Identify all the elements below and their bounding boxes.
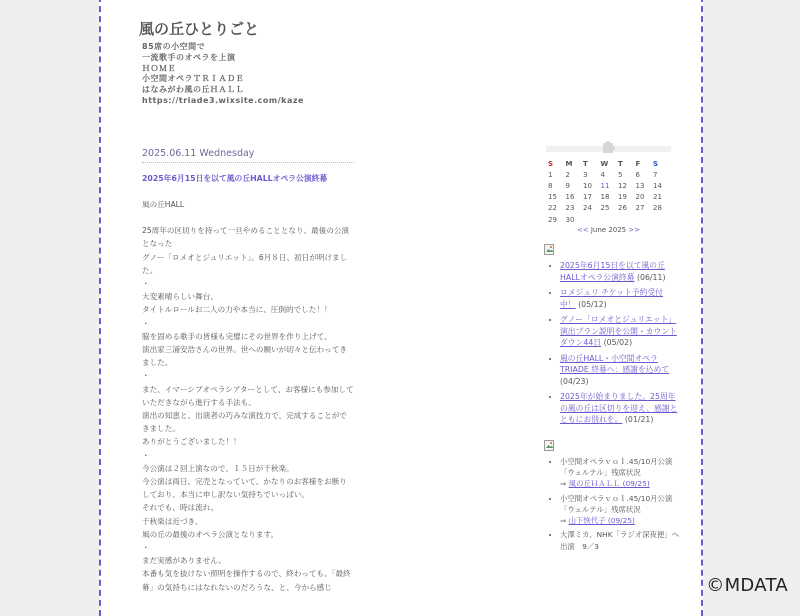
calendar-day: 15 [548,193,557,202]
recent-comment-author-link[interactable]: 風の丘ＨＡＬＬ (09/25) [568,479,650,489]
post-paragraph: 脇を固める歌手の皆様も完璧にその世界を作り上げて、 演出家三浦安浩さんの世界。世への願いが切々と伝わってきました。 ・ [142,331,347,381]
blog-page [99,0,703,616]
recent-entry-date: (06/11) [636,272,666,282]
arrow-icon: ⇒ [560,479,567,489]
calendar-table [548,158,671,225]
recent-entry-date: (01/21) [624,415,654,425]
calendar-day: 14 [653,181,662,190]
calendar-day [618,214,636,225]
arrow-icon: ⇒ [560,516,567,526]
calendar-day: 9 [565,181,570,190]
weekday-header: M [565,159,573,168]
calendar-week [548,214,671,225]
calendar-day: 17 [583,193,592,202]
blog-description [142,42,304,107]
weekday-header: T [618,159,623,168]
recent-entry-item [560,314,678,349]
weekday-header: F [635,159,641,168]
description-line: 85席の小空間で [142,42,206,51]
calendar-day: 6 [635,170,640,179]
post-paragraph: まだ実感がありません。 本番も気を抜けない照明を操作するので、終わっても、「最終幕」の気持ちにはなれないのだろうな、と、今から感じ [142,556,351,592]
recent-entry-item [560,353,678,388]
calendar-day [583,214,601,225]
calendar-day: 25 [600,204,610,213]
calendar-day: 19 [618,193,627,202]
post-date: 2025.06.11 Wednesday [142,148,354,163]
calendar-day: 10 [583,181,592,190]
recent-comment-item [560,529,680,552]
description-line: 小空間オペラＴＲＩＡＤＥ [142,74,244,84]
post-body [142,198,354,594]
sidebar [546,136,680,555]
calendar [546,138,671,234]
calendar-day: 5 [618,170,623,179]
calendar-days [548,169,671,225]
post-paragraph: 25周年の区切りを持って一旦やめることとなり、最後の公演となった グノー「ロメオとジュリエット」。6月８日、初日が明けました。 ・ [142,226,350,289]
calendar-day: 4 [600,170,605,179]
weekday-header: S [548,159,554,168]
calendar-day [636,214,654,225]
recent-entry-item [560,391,678,426]
watermark: ©MDATA [706,575,788,596]
calendar-week [548,180,671,191]
recent-entry-item [560,260,678,283]
calendar-nav [546,226,671,234]
weekday-header: W [600,159,609,168]
recent-entry-link[interactable]: 2025年が始まりました。25周年の風の丘は区切りを迎え、感謝とともにお別れを。 [560,392,678,425]
recent-comment-item [560,493,680,527]
recent-entries-list [546,260,676,426]
calendar-week [548,192,671,203]
calendar-day: 18 [600,193,610,202]
recent-entry-link[interactable]: 風の丘HALL・小空間オペラTRIADE 終幕へ：感謝を込めて [560,353,670,375]
description-line: 一流歌手のオペラを上演 [142,52,236,62]
weekday-header: S [653,159,659,168]
recent-comment-author-link[interactable]: 山下恢代子 (09/25) [568,516,635,526]
calendar-day: 1 [548,170,553,179]
description-line: はなみがわ風の丘ＨＡＬＬ [142,85,244,95]
calendar-day: 24 [583,204,592,213]
main-column [142,148,354,594]
calendar-day[interactable]: 11 [600,181,610,190]
calendar-day: 13 [635,181,645,190]
blog-title[interactable]: 風の丘ひとりごと [139,20,260,38]
prev-month-link[interactable]: << [576,226,589,235]
calendar-day: 21 [653,193,662,202]
calendar-day: 22 [548,204,557,213]
next-month-link[interactable]: >> [628,226,641,235]
post-paragraph: 今公演は２回上演なので、１５日が千秋楽。 今公演は両日、完売となっていて、かなりのお客様をお断りしており、本当に申し訳ない気持ちでいっぱい。 それでも、時は流れ、 千秋楽は近づき、 風の丘の最後のオペラ公演となります。 ・ [142,463,347,553]
calendar-day: 16 [565,193,575,202]
recent-entry-link[interactable]: 2025年6月15日を以て風の丘HALLオペラ公演終幕 [560,261,665,282]
description-url: https://triade3.wixsite.com/kaze [142,95,304,105]
recent-comment-text: 小空間オペラｖｏｌ.45/10月公演「ウェルテル」残席状況 [560,456,673,477]
recent-entry-date: (04/23) [560,376,589,386]
calendar-week [548,203,671,214]
calendar-day: 2 [565,170,570,179]
calendar-day: 7 [653,170,658,179]
calendar-day: 12 [618,181,627,190]
post-paragraph: 大変素晴らしい舞台、 タイトルロールお二人の力や本当に、圧倒的でした！！ ・ [142,292,332,328]
calendar-day: 26 [618,204,627,213]
recent-comments-list [546,456,680,552]
calendar-day: 3 [583,170,588,179]
recent-entry-link[interactable]: ロメジュリ チケット予約受付中！ [560,288,663,309]
calendar-day: 29 [548,215,557,224]
post-paragraph: また、イマーシブオペラシアターとして、お客様にも参加していただきながら進行する手法も、 演出の知恵と、出演者の巧みな演技力で、完成することができました。 ありがとうございました！！ ・ [142,384,354,460]
recent-entry-link[interactable]: グノー「ロメオとジュリエット」演出プラン説明を公開・カウントダウン44日 [560,315,677,348]
calendar-day: 27 [635,204,645,213]
calendar-day [601,214,619,225]
weekday-header: T [583,159,588,168]
calendar-day: 8 [548,181,553,190]
broken-image-icon [544,244,554,255]
month-label: June 2025 [590,226,627,235]
recent-comment-item [560,456,680,490]
recent-comment-text: 小空間オペラｖｏｌ.45/10月公演「ウェルテル」残席状況 [560,493,673,514]
calendar-day: 20 [635,193,645,202]
calendar-week [548,169,671,180]
calendar-day: 23 [565,204,575,213]
puzzle-icon [600,138,618,154]
post-paragraph: 風の丘HALL [142,200,185,209]
home-link[interactable]: ＨＯＭＥ [142,63,176,73]
calendar-day: 28 [653,204,662,213]
post-title-link[interactable]: 2025年6月15日を以て風の丘HALLオペラ公演終幕 [142,174,328,183]
recent-comment-text: 大澤ミカ、NHK「ラジオ深夜便」へ出演 9／3 [560,530,680,551]
calendar-day: 30 [565,215,575,224]
broken-image-icon [544,440,554,451]
recent-entry-item [560,287,678,310]
recent-entry-date: (05/12) [578,299,607,309]
calendar-day [653,214,671,225]
recent-entry-date: (05/02) [603,338,633,348]
